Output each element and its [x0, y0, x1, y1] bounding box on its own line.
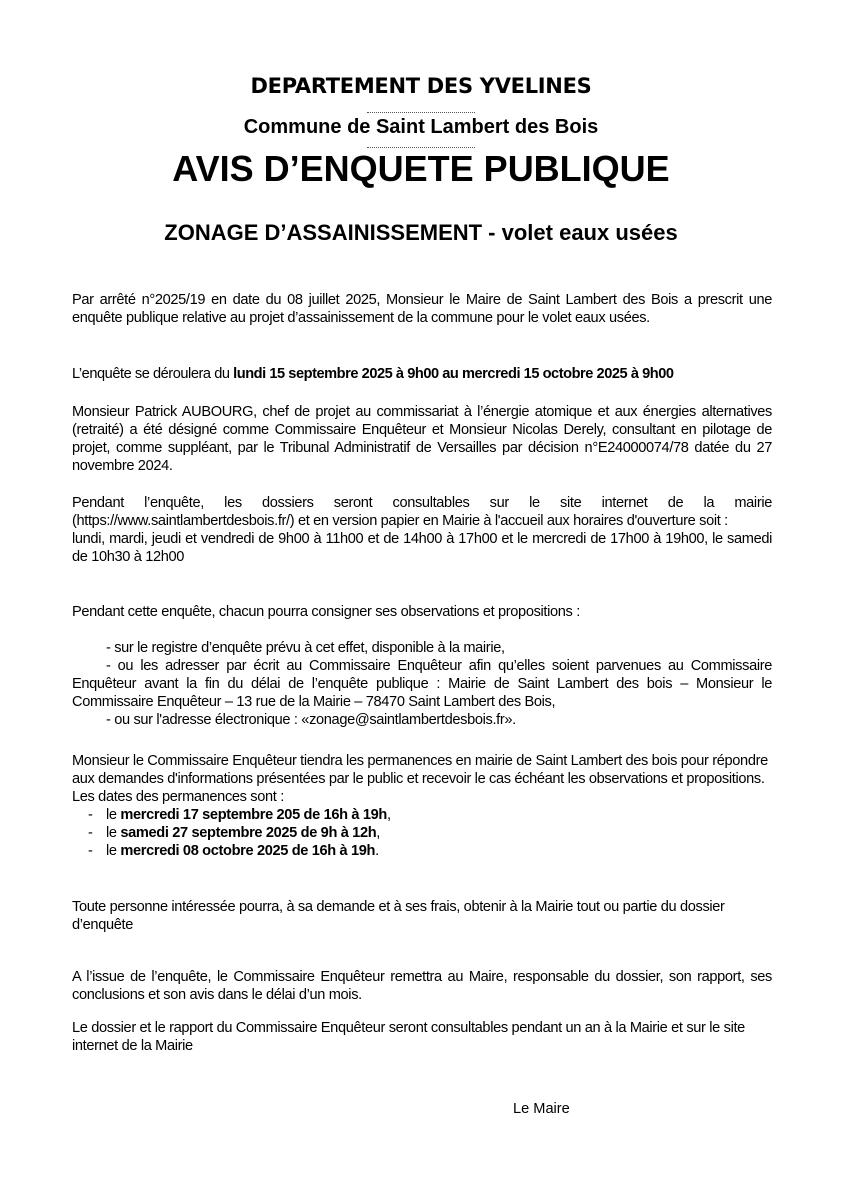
permanence-date: mercredi 17 septembre 205 de 16h à 19h [120, 807, 387, 823]
permanence-item [72, 842, 772, 860]
dates-period: lundi 15 septembre 2025 à 9h00 au mercredi 15 octobre 2025 à 9h00 [233, 366, 674, 382]
rapport-text: A l’issue de l’enquête, le Commissaire Enquêteur remettra au Maire, responsable du dossier, son rapport, ses conclusions et son avis dans le délai d’un mois. [72, 969, 772, 1003]
signature: Le Maire [513, 1101, 570, 1117]
copie-paragraph [72, 898, 772, 934]
consultation-finale-paragraph [72, 1019, 772, 1055]
department-heading: DEPARTEMENT DES YVELINES [250, 74, 592, 98]
opening-hours-text: lundi, mardi, jeudi et vendredi de 9h00 à 11h00 et de 14h00 à 17h00 et le mercredi de 17h00 à 19h00, le samedi de 10h30 à 12h00 [72, 531, 772, 565]
consultation-paragraph [72, 494, 772, 566]
copie-text: Toute personne intéressée pourra, à sa demande et à ses frais, obtenir à la Mairie tout ou partie du dossier d’enquête [72, 899, 725, 933]
commune-heading: Commune de Saint Lambert des Bois [243, 116, 599, 138]
notice-title: AVIS D’ENQUETE PUBLIQUE [172, 148, 670, 189]
observation-item-registre: - sur le registre d’enquête prévu à cet effet, disponible à la mairie, [106, 640, 505, 656]
commissaire-text: Monsieur Patrick AUBOURG, chef de projet au commissariat à l’énergie atomique et aux énergies alternatives (retraité) a été désigné comme Commissaire Enquêteur et Monsieur Nicolas Derely, consultant en pilotage de projet, comme suppléant, par le Tribunal Administratif de Versailles par décision n°E24000074/78 datée du 27 novembre 2024. [72, 404, 772, 474]
rapport-paragraph [72, 968, 772, 1004]
dates-paragraph [72, 365, 782, 383]
consultation-text: Pendant l’enquête, les dossiers seront consultables sur le site internet de la mairie (https://www.saintlambertdesbois.fr/) et en version papier en Mairie à l'accueil aux horaires d'ouverture soit : [72, 495, 772, 529]
dates-prefix: L’enquête se déroulera du [72, 366, 234, 382]
permanence-item [72, 806, 772, 824]
observation-item-courrier: - ou les adresser par écrit au Commissaire Enquêteur afin qu’elles soient parvenues au Commissaire Enquêteur avant la fin du délai de l’enquête publique : Mairie de Saint Lambert des bois – Monsieur le Commissaire Enquêteur – 13 rue de la Mairie – 78470 Saint Lambert des Bois, [72, 658, 772, 710]
dash-bullet: - [88, 825, 93, 841]
observations-list [72, 639, 772, 729]
permanence-item [72, 824, 772, 842]
observation-item-email: - ou sur l'adresse électronique : «zonage@saintlambertdesbois.fr». [106, 712, 516, 728]
permanences-list [72, 806, 772, 860]
observations-intro [72, 603, 772, 621]
observations-intro-text: Pendant cette enquête, chacun pourra consigner ses observations et propositions : [72, 604, 580, 620]
notice-subtitle: ZONAGE D’ASSAINISSEMENT - volet eaux usées [164, 220, 678, 245]
permanences-section [72, 752, 772, 860]
permanences-label: Les dates des permanences sont : [72, 789, 284, 805]
arrete-paragraph [72, 291, 772, 327]
arrete-text: Par arrêté n°2025/19 en date du 08 juillet 2025, Monsieur le Maire de Saint Lambert des Bois a prescrit une enquête publique relative au projet d’assainissement de la commune pour le volet eaux usées. [72, 292, 772, 326]
permanences-intro-text: Monsieur le Commissaire Enquêteur tiendra les permanences en mairie de Saint Lambert des bois pour répondre aux demandes d'informations présentées par le public et recevoir le cas échéant les observations et propositions. [72, 753, 768, 787]
permanence-prefix: le [106, 807, 121, 823]
permanence-date: samedi 27 septembre 2025 de 9h à 12h [120, 825, 377, 841]
permanence-date: mercredi 08 octobre 2025 de 16h à 19h [120, 843, 376, 859]
commissaire-paragraph [72, 403, 772, 475]
dash-bullet: - [88, 843, 93, 859]
permanence-suffix: , [376, 825, 381, 841]
consultation-finale-text: Le dossier et le rapport du Commissaire Enquêteur seront consultables pendant un an à la Mairie et sur le site internet de la Mairie [72, 1020, 745, 1054]
permanence-prefix: le [106, 843, 121, 859]
dotted-separator [367, 112, 475, 113]
dash-bullet: - [88, 807, 93, 823]
permanence-suffix: . [375, 843, 379, 859]
permanence-suffix: , [386, 807, 391, 823]
permanence-prefix: le [106, 825, 121, 841]
